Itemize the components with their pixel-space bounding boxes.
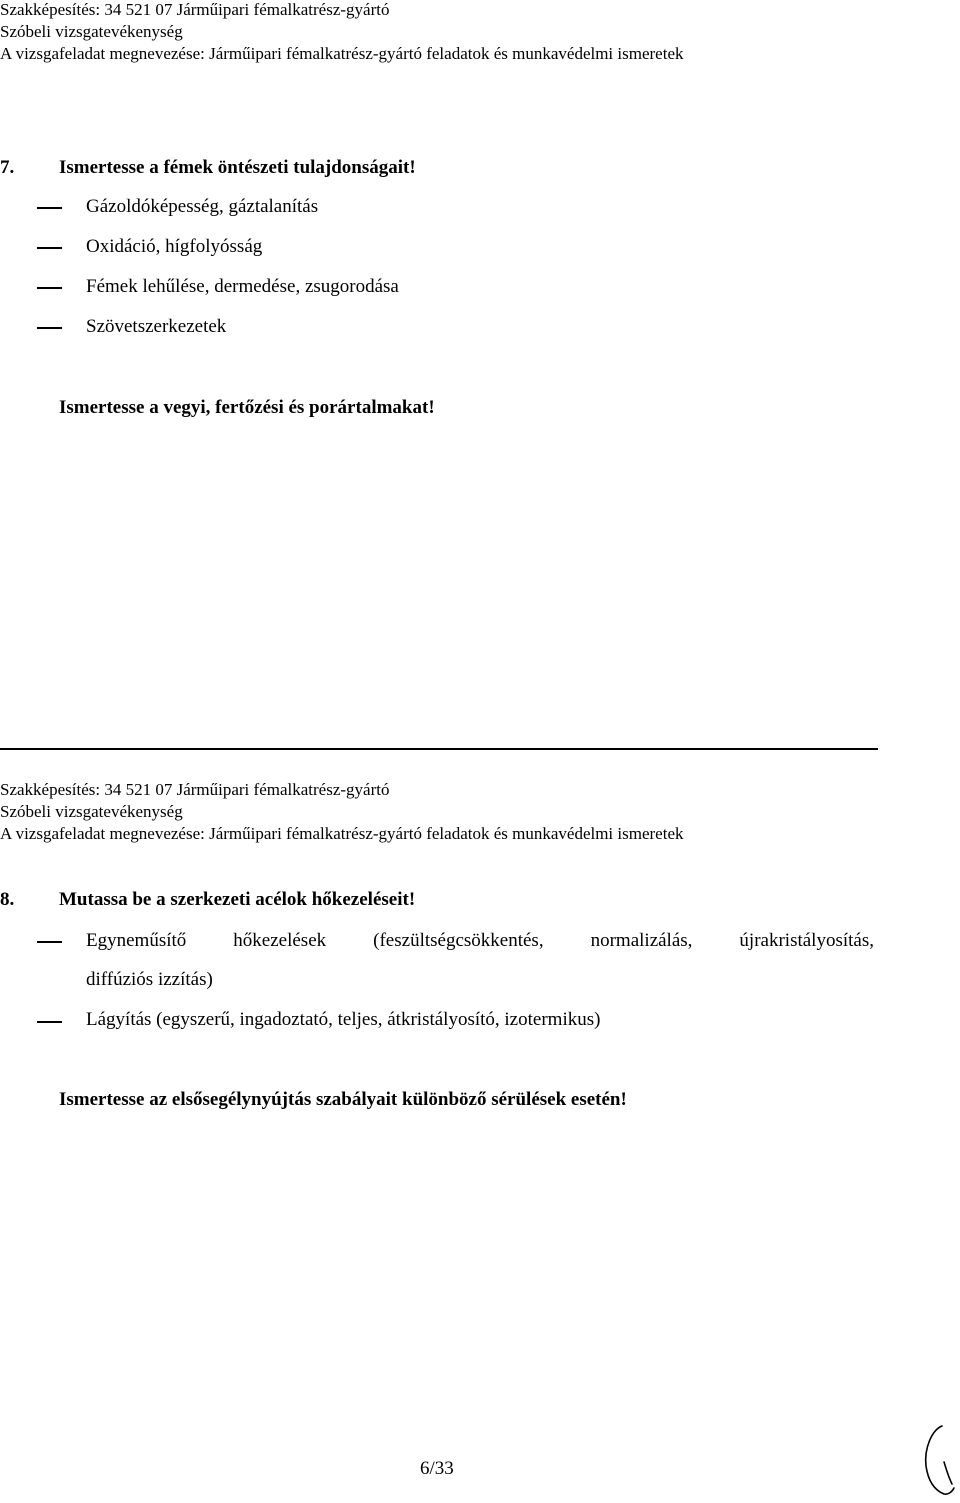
question-number: 8. — [0, 889, 15, 910]
header-activity: Szóbeli vizsgatevékenység — [0, 22, 183, 41]
signature-mark — [918, 1418, 958, 1498]
page-number: 6/33 — [420, 1458, 454, 1479]
dash-bullet — [37, 327, 62, 329]
header-qualification: Szakképesítés: 34 521 07 Járműipari fémalkatrész-gyártó — [0, 780, 390, 799]
dash-bullet — [37, 207, 62, 209]
dash-bullet — [37, 287, 62, 289]
list-item: Oxidáció, hígfolyósság — [86, 236, 263, 257]
header-task-name: A vizsgafeladat megnevezése: Járműipari fémalkatrész-gyártó feladatok és munkavédelmi ismeretek — [0, 44, 684, 63]
list-item: Egyneműsítő hőkezelések (feszültségcsökkentés, normalizálás, újrakristályosítás, — [86, 930, 874, 951]
header-activity: Szóbeli vizsgatevékenység — [0, 802, 183, 821]
subquestion: Ismertesse a vegyi, fertőzési és porártalmakat! — [59, 397, 435, 418]
dash-bullet — [37, 1021, 62, 1023]
dash-bullet — [37, 941, 62, 943]
list-item: Lágyítás (egyszerű, ingadoztató, teljes, átkristályosító, izotermikus) — [86, 1009, 601, 1030]
list-item-continuation: diffúziós izzítás) — [86, 969, 213, 990]
question-title: Ismertesse a fémek öntészeti tulajdonságait! — [59, 157, 416, 178]
page-separator — [0, 748, 878, 750]
header-task-name: A vizsgafeladat megnevezése: Járműipari fémalkatrész-gyártó feladatok és munkavédelmi ismeretek — [0, 824, 684, 843]
subquestion: Ismertesse az elsősegélynyújtás szabályait különböző sérülések esetén! — [59, 1089, 627, 1110]
list-item: Gázoldóképesség, gáztalanítás — [86, 196, 319, 217]
header-qualification: Szakképesítés: 34 521 07 Járműipari fémalkatrész-gyártó — [0, 0, 390, 19]
dash-bullet — [37, 247, 62, 249]
question-title: Mutassa be a szerkezeti acélok hőkezeléseit! — [59, 889, 416, 910]
list-item: Fémek lehűlése, dermedése, zsugorodása — [86, 276, 399, 297]
list-item: Szövetszerkezetek — [86, 316, 227, 337]
question-number: 7. — [0, 157, 15, 178]
